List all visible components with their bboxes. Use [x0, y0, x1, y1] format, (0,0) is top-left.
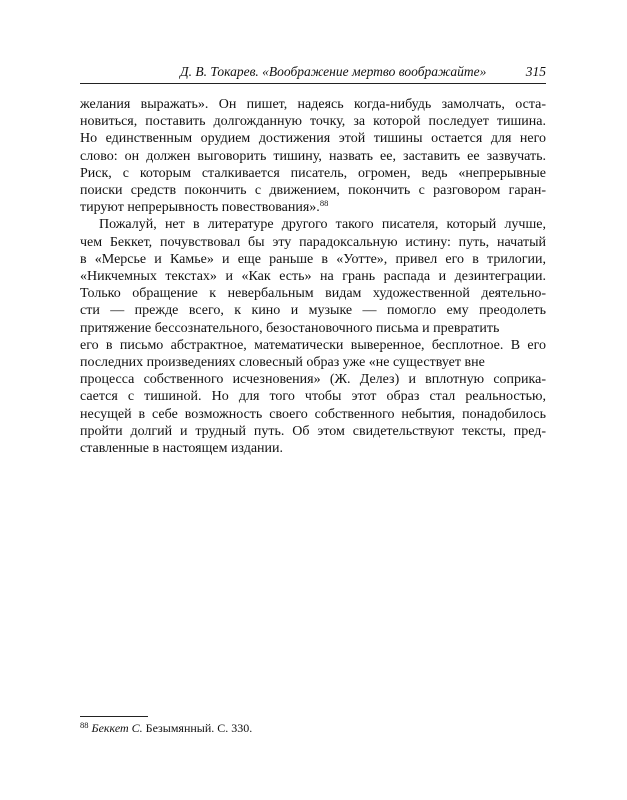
- footnote-number: 88: [80, 720, 89, 730]
- text-line: последних произведениях словесный образ уже «не существует вне: [80, 355, 485, 371]
- header-rule: [80, 83, 546, 84]
- text-line: желания выражать». Он пишет, надеясь когда-нибудь замолчать, оста-: [80, 97, 546, 112]
- footnote-rule: [80, 716, 148, 717]
- footnote-text: Безымянный. С. 330.: [145, 721, 253, 735]
- text-line: несущей в себе возможность своего собственного небытия, понадобилось: [80, 406, 546, 422]
- text-line: «Никчемных текстах» и «Как есть» на грань распада и дезинтеграции.: [80, 269, 546, 285]
- text-line: сается с тишиной. Но для того чтобы этот образ стал реальностью,: [80, 389, 547, 405]
- paragraph-1: [80, 96, 546, 216]
- text-line: его в письмо абстрактное, математически выверенное, бесплотное. В его: [80, 337, 546, 353]
- text-line: Риск, с которым сталкивается писатель, огромен, ведь «непрерывные: [80, 165, 546, 181]
- text-line: процесса собственного исчезновения» (Ж. Делез) и вплотную соприка-: [80, 372, 546, 388]
- running-head: [80, 63, 546, 81]
- text-line: в «Мерсье и Камье» и еще раньше в «Уотте», привел его в трилогии,: [80, 251, 547, 267]
- main-text: [80, 96, 546, 457]
- text-line: новиться, поставить долгожданную точку, за которой последует тишина.: [80, 114, 547, 130]
- text-line-last: [80, 199, 546, 216]
- page-number: 315: [525, 64, 546, 79]
- footnote: [80, 721, 546, 736]
- text-line: чем Беккет, почувствовал бы эту парадоксальную истину: путь, начатый: [80, 234, 547, 250]
- text-line: слово: он должен выговорить тишину, назвать ее, заставить ее зазвучать.: [80, 148, 546, 164]
- text-line: Пожалуй, нет в литературе другого такого писателя, который лучше,: [99, 217, 546, 233]
- text-line: сти — прежде всего, к кино и музыке — помогло ему преодолеть: [80, 303, 546, 319]
- paragraph-2: [80, 216, 546, 457]
- text-line: поиски средств покончить с движением, покончить с разговором гаран-: [80, 183, 546, 199]
- footnote-author: Беккет С.: [91, 721, 143, 735]
- text-line: притяжение бессознательного, безостановочного письма и превратить: [80, 320, 500, 336]
- text-line: ставленные в настоящем издании.: [80, 441, 284, 457]
- text-line: тируют непрерывность повествования».: [80, 200, 320, 216]
- text-line: пройти долгий и трудный путь. Об этом свидетельствуют тексты, пред-: [80, 423, 547, 439]
- text-line: Только обращение к невербальным видам художественной деятельно-: [80, 286, 546, 302]
- footnote-reference: 88: [319, 198, 329, 209]
- running-title: Д. В. Токарев. «Воображение мертво воображайте»: [180, 64, 487, 79]
- text-line: Но единственным орудием достижения этой тишины остается для него: [80, 131, 547, 147]
